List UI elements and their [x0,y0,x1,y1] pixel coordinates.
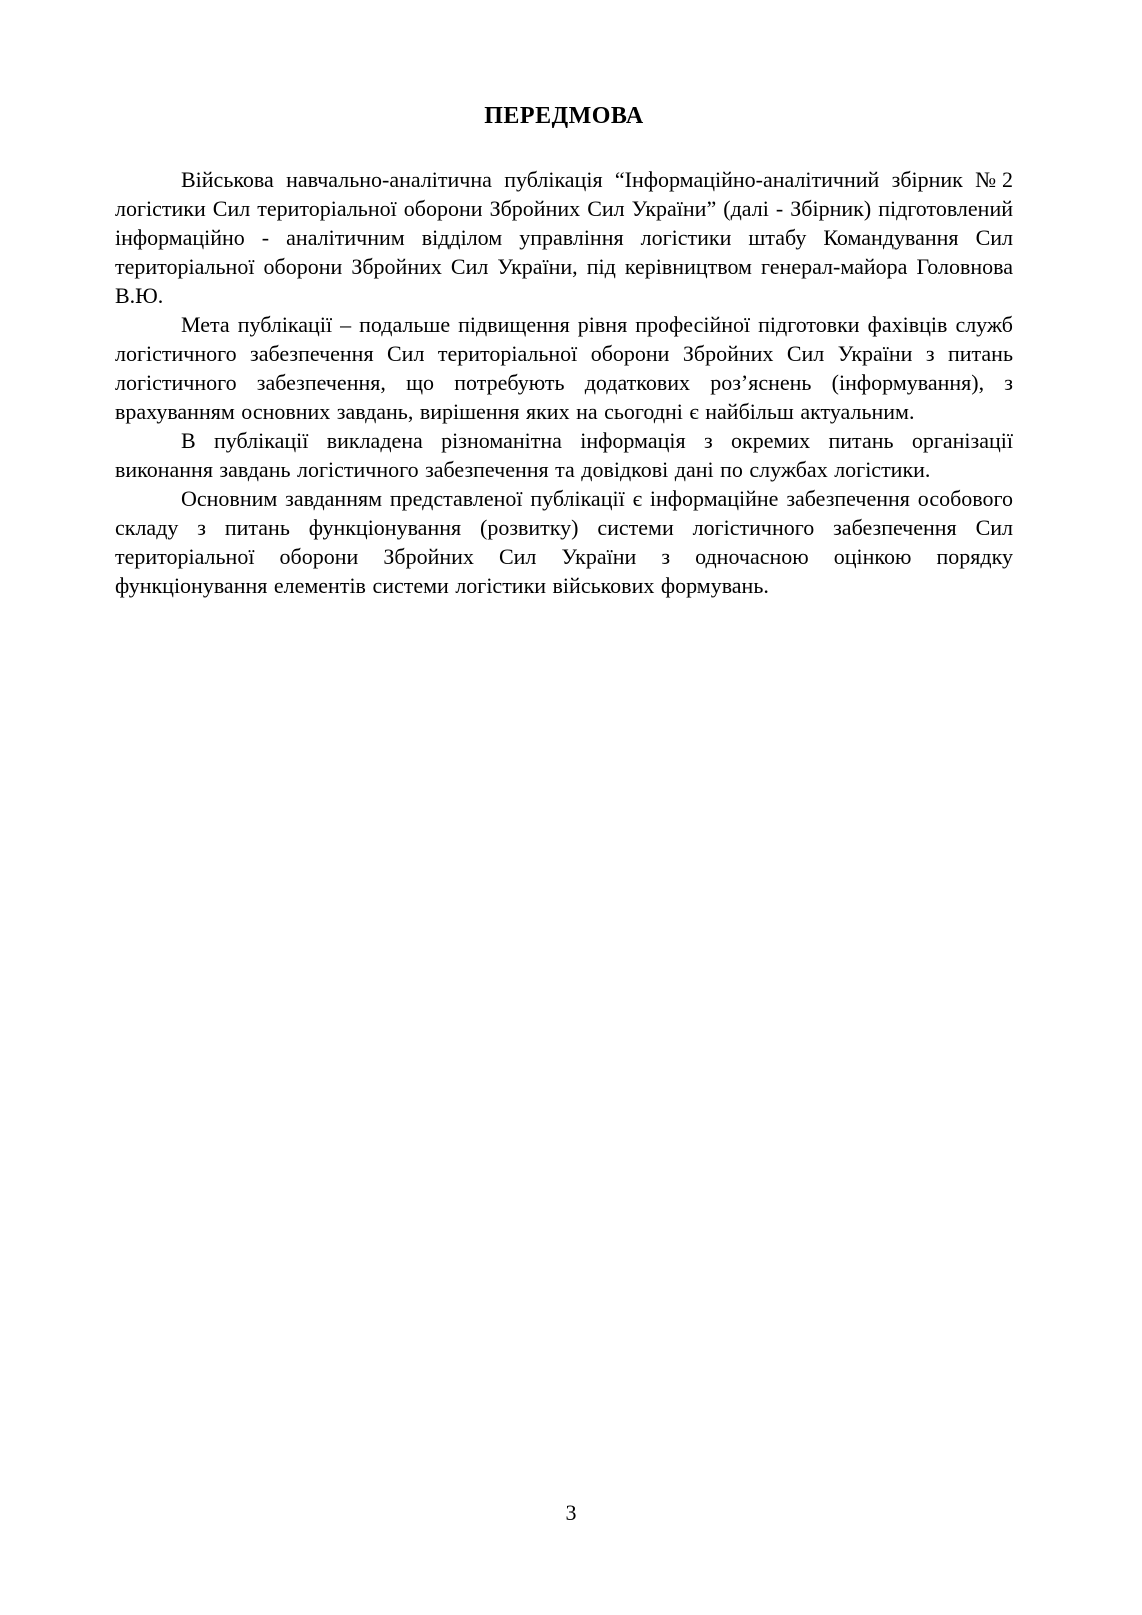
paragraph-intro: Військова навчально-аналітична публікація “Інформаційно-аналітичний збірник №2 логістики Сил територіальної оборони Збройних Сил України” (далі - Збірник) підготовлений інформаційно - аналітичним відділом управління логістики штабу Командування Сил територіальної оборони Збройних Сил України, під керівництвом генерал-майора Головнова В.Ю. [115,167,1013,308]
paragraph-main-task: Основним завданням представленої публікації є інформаційне забезпечення особового складу з питань функціонування (розвитку) системи логістичного забезпечення Сил територіальної оборони Збройних Сил України з одночасною оцінкою порядку функціонування елементів системи логістики військових формувань. [115,486,1013,598]
paragraph-content-overview: В публікації викладена різноманітна інформація з окремих питань організації виконання завдань логістичного забезпечення та довідкові дані по службах логістики. [115,428,1013,482]
text-block [115,101,1013,600]
page-title: ПЕРЕДМОВА [484,103,644,129]
page-number: 3 [565,1500,577,1525]
paragraph-purpose: Мета публікації – подальше підвищення рівня професійної підготовки фахівців служб логістичного забезпечення Сил територіальної оборони Збройних Сил України з питань логістичного забезпечення, що потребують додаткових роз’яснень (інформування), з врахуванням основних завдань, вирішення яких на сьогодні є найбільш актуальним. [115,312,1013,424]
